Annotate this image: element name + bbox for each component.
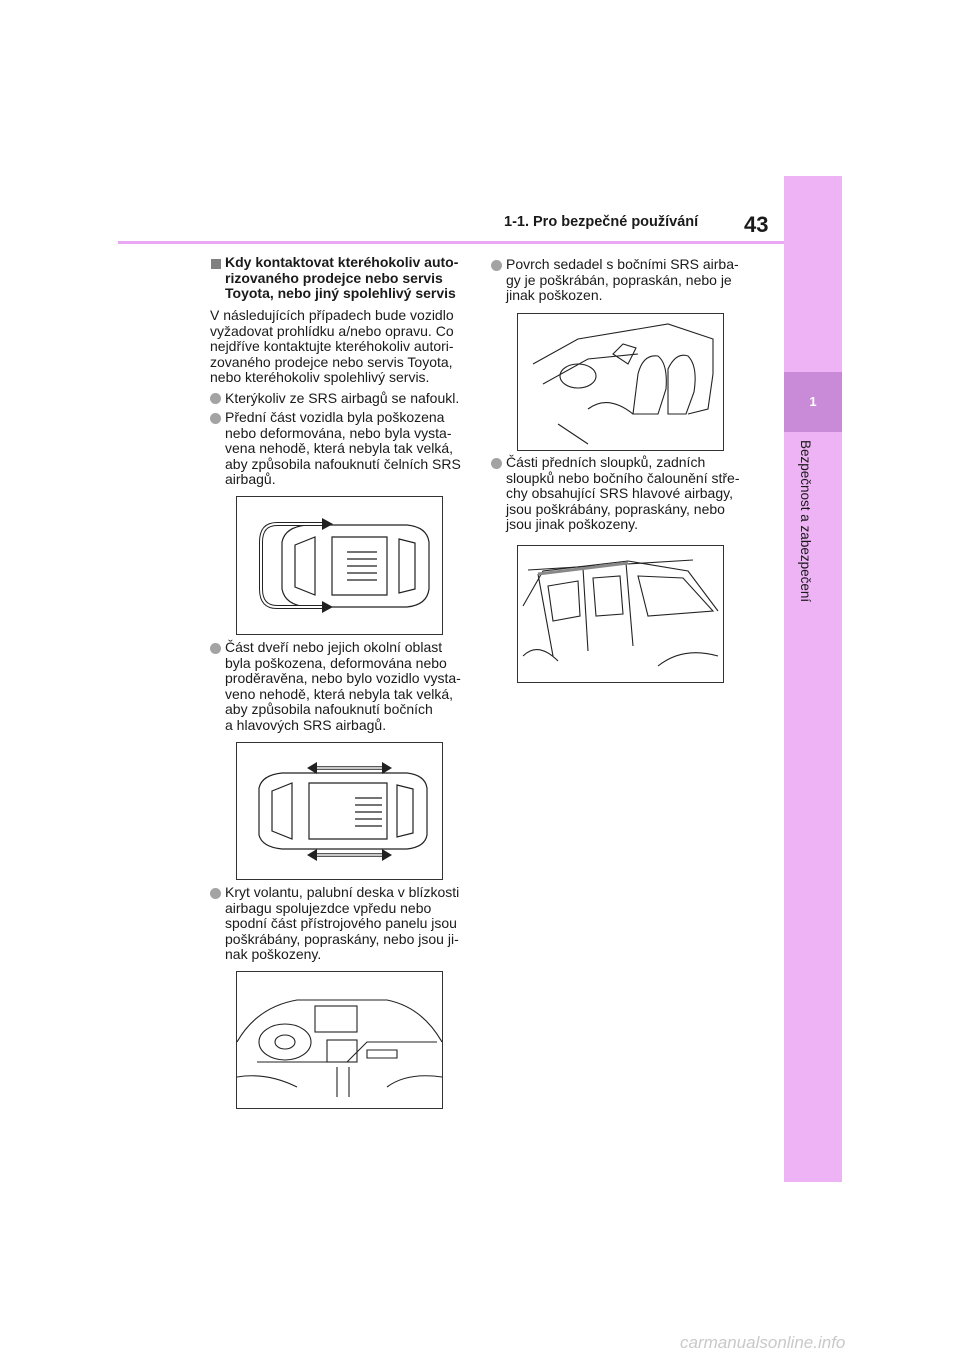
item-line: nebo deformována, nebo byla vysta- xyxy=(225,424,452,441)
bullet-dot xyxy=(491,458,502,469)
item-line: spodní část přístrojového panelu jsou xyxy=(225,915,457,932)
item-line: jsou jinak poškozeny. xyxy=(506,516,639,533)
item-line: jsou poškrábány, popraskány, nebo xyxy=(506,500,725,517)
figure-side-impact xyxy=(236,742,443,880)
heading-line: Kdy kontaktovat kteréhokoliv auto- xyxy=(225,254,459,270)
item-line: Přední část vozidla byla poškozena xyxy=(225,409,445,425)
item-line: Části předních sloupků, zadních xyxy=(506,454,706,470)
item-line: gy je poškrábán, popraskán, nebo je xyxy=(506,271,732,288)
item-line: nak poškozeny. xyxy=(225,946,322,963)
list-item xyxy=(225,640,461,734)
figure-pillars xyxy=(517,545,724,683)
bullet-dot xyxy=(210,413,221,424)
item-line: Povrch sedadel s bočními SRS airba- xyxy=(506,256,739,272)
item-line: a hlavových SRS airbagů. xyxy=(225,716,387,733)
item-line: chy obsahující SRS hlavové airbagy, xyxy=(506,485,733,502)
bullet-dot xyxy=(210,888,221,899)
item-line: Část dveří nebo jejich okolní oblast xyxy=(225,639,443,655)
item-line: byla poškozena, deformována nebo xyxy=(225,654,447,671)
figure-seats xyxy=(517,313,724,451)
watermark-logo: carmanualsonline.info xyxy=(680,1333,846,1352)
chapter-title: Bezpečnost a zabezpečení xyxy=(798,440,813,603)
item-line: jinak poškozen. xyxy=(506,287,603,304)
chapter-number: 1 xyxy=(809,394,817,409)
figure-front-impact xyxy=(236,496,443,635)
item-line: Kterýkoliv ze SRS airbagů se nafoukl. xyxy=(225,390,460,406)
seats-interior-illustration xyxy=(518,314,723,450)
item-line: Kryt volantu, palubní deska v blízkosti xyxy=(225,884,460,900)
list-item xyxy=(225,391,459,407)
section-title: 1-1. Pro bezpečné používání xyxy=(504,214,699,230)
bullet-dot xyxy=(210,643,221,654)
bullet-dot xyxy=(491,260,502,271)
item-line: airbagů. xyxy=(225,471,276,488)
item-line: vena nehodě, která nebyla tak velká, xyxy=(225,440,454,457)
bullet-dot xyxy=(210,393,221,404)
header-divider xyxy=(118,241,784,244)
item-line: aby způsobila nafouknutí bočních xyxy=(225,701,433,718)
dashboard-illustration xyxy=(237,972,442,1108)
item-line: aby způsobila nafouknutí čelních SRS xyxy=(225,455,461,472)
item-line: poškrábány, popraskány, nebo jsou ji- xyxy=(225,930,459,947)
intro-line: nebo kteréhokoliv spolehlivý servis. xyxy=(210,369,430,386)
page-number: 43 xyxy=(744,212,769,237)
figure-dashboard xyxy=(236,971,443,1109)
car-top-view-illustration xyxy=(237,497,442,634)
car-top-view-side-illustration xyxy=(237,743,442,879)
heading-line: rizovaného prodejce nebo servis xyxy=(225,269,443,286)
car-pillars-illustration xyxy=(518,546,723,682)
list-item xyxy=(225,410,461,488)
item-line: veno nehodě, která nebyla tak velká, xyxy=(225,685,454,702)
item-line: airbagu spolujezdce vpředu nebo xyxy=(225,899,432,916)
section-heading xyxy=(225,255,458,302)
list-item xyxy=(225,885,459,963)
intro-paragraph xyxy=(210,308,454,386)
intro-line: V následujících případech bude vozidlo xyxy=(210,307,454,323)
list-item xyxy=(506,257,739,304)
intro-line: zovaného prodejce nebo servis Toyota, xyxy=(210,353,453,370)
intro-line: nejdříve kontaktujte kteréhokoliv autori- xyxy=(210,338,454,355)
item-line: proděravěna, nebo bylo vozidlo vysta- xyxy=(225,670,461,687)
intro-line: vyžadovat prohlídku a/nebo opravu. Co xyxy=(210,322,454,339)
chapter-number-box xyxy=(784,372,842,432)
list-item xyxy=(506,455,740,533)
chapter-side-tab xyxy=(784,176,842,1182)
heading-line: Toyota, nebo jiný spolehlivý servis xyxy=(225,285,456,302)
heading-square-bullet xyxy=(211,259,221,269)
item-line: sloupků nebo bočního čalounění stře- xyxy=(506,469,740,486)
